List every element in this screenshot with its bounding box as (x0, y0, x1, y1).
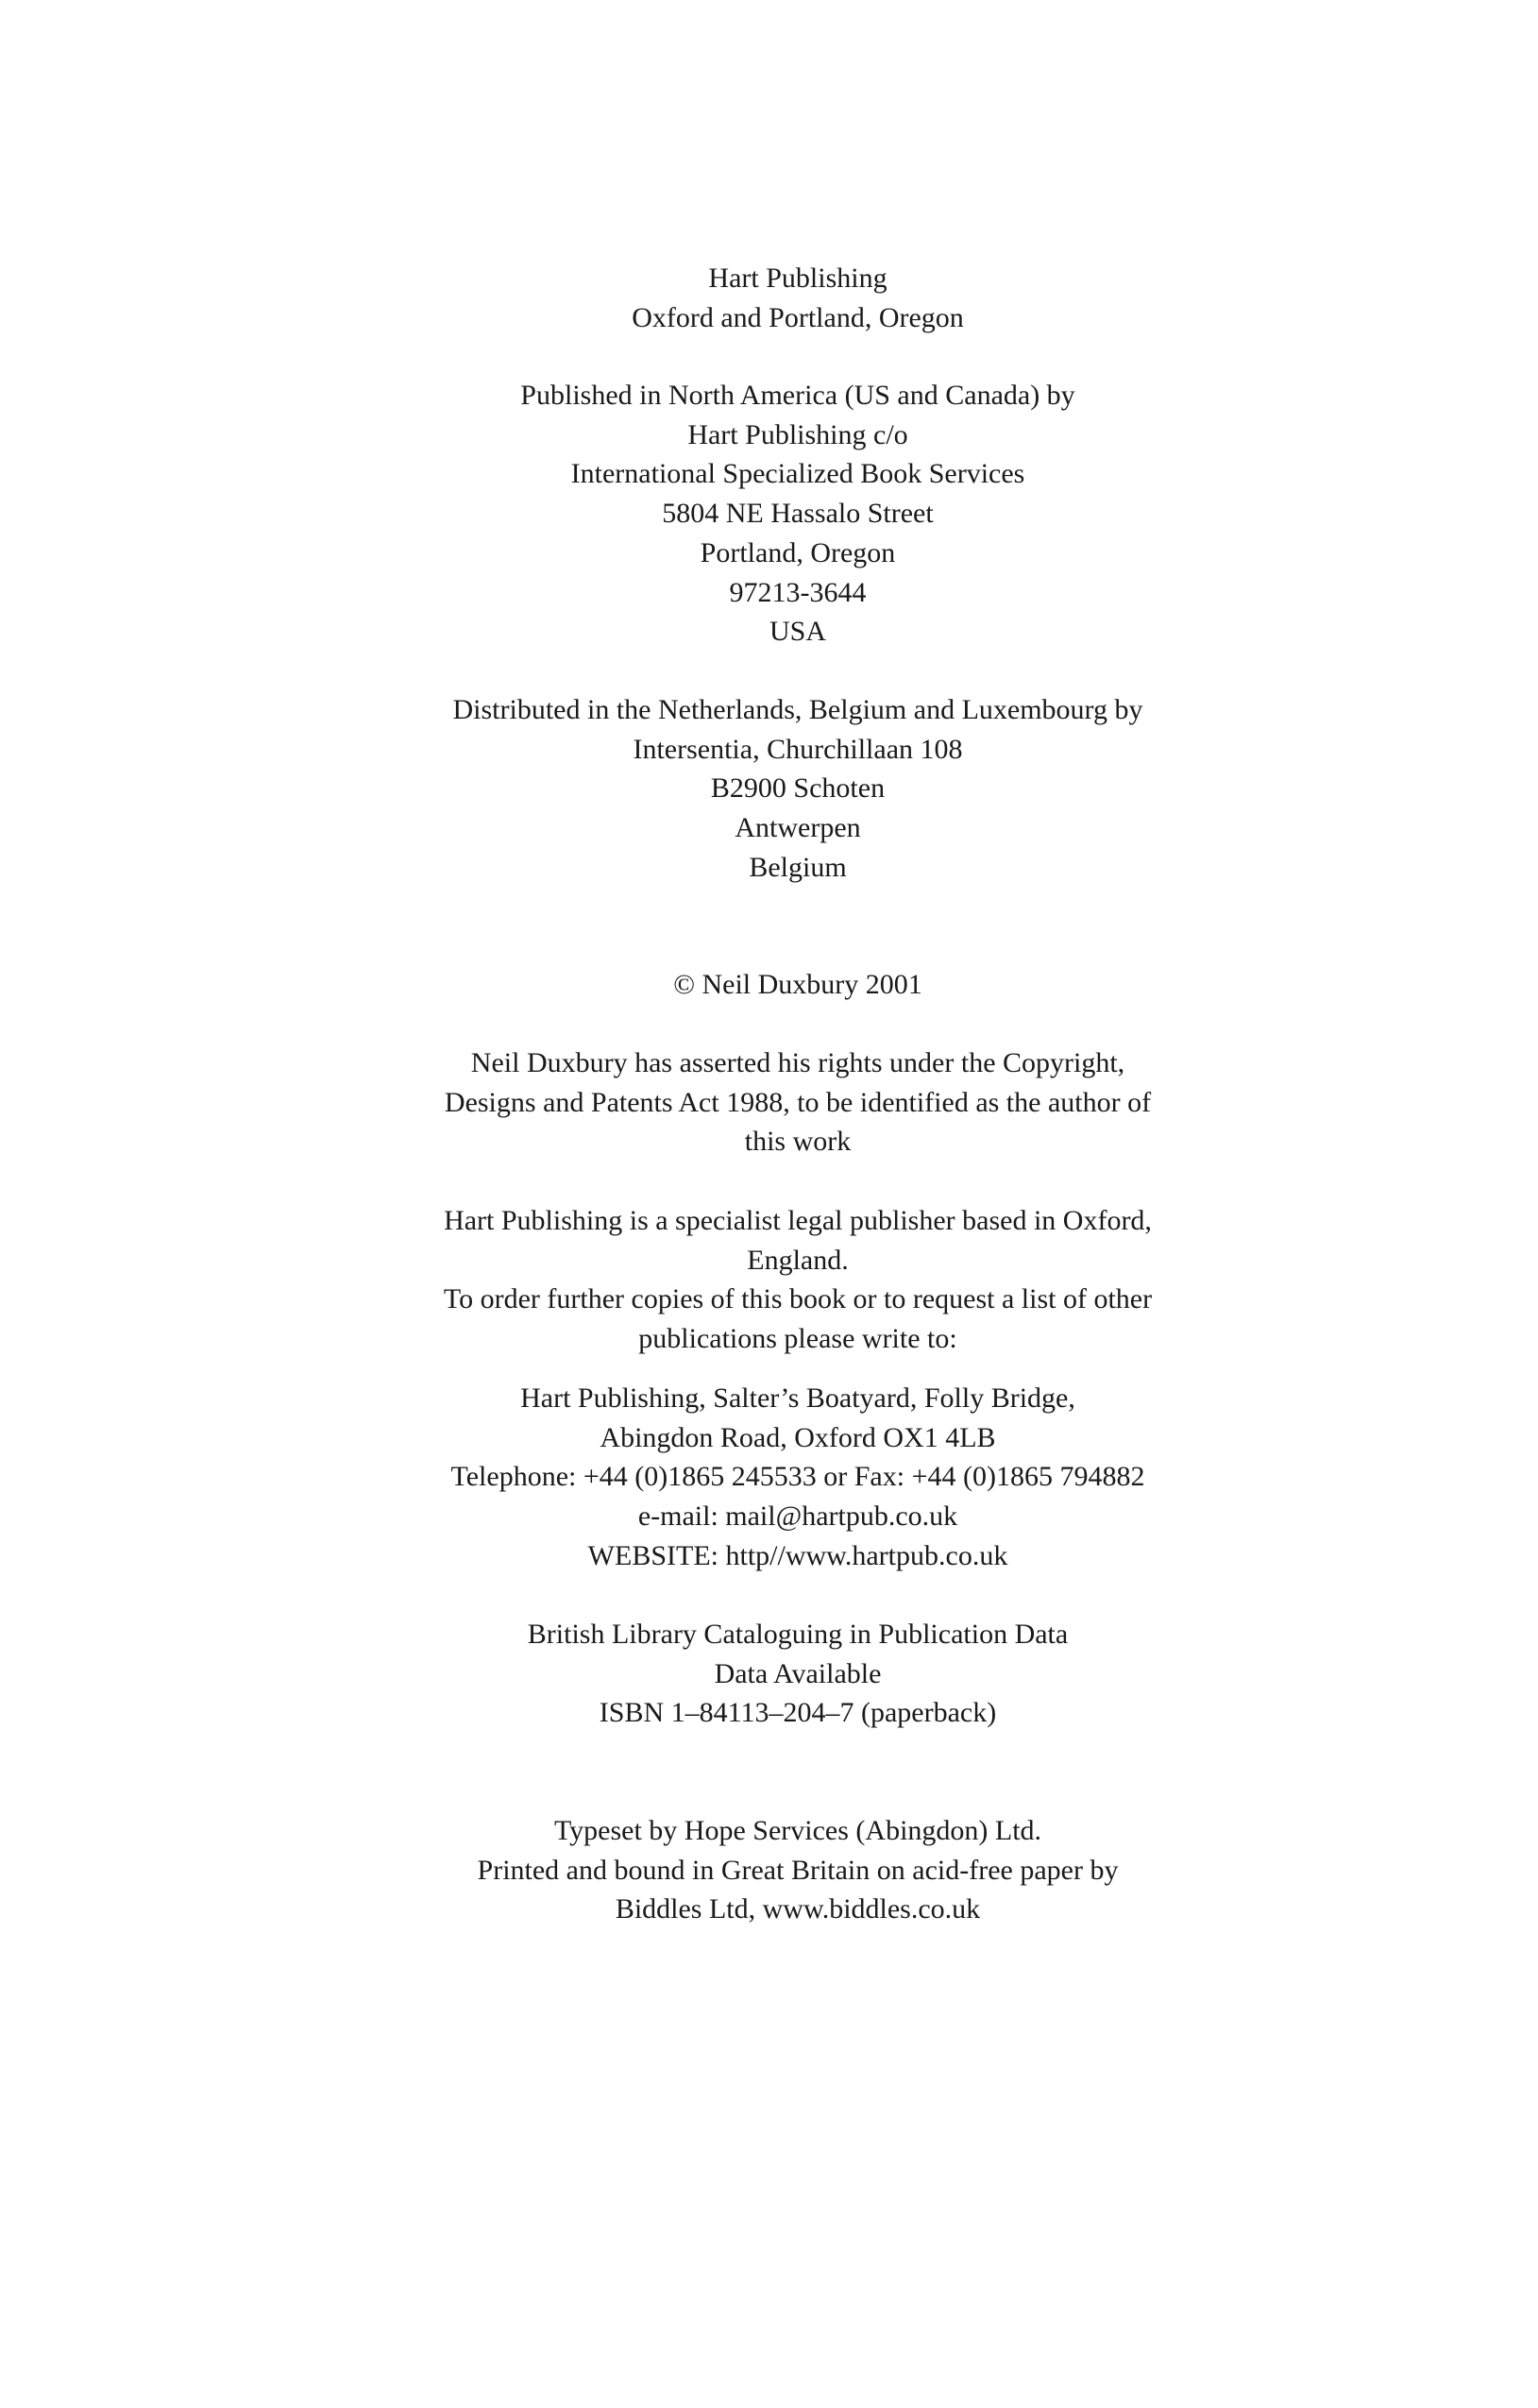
benelux-distribution-block (0, 690, 1538, 888)
copyright-notice: © Neil Duxbury 2001 (673, 969, 922, 1000)
text-line: WEBSITE: http//www.hartpub.co.uk (587, 1539, 1008, 1571)
rights-block (0, 1043, 1538, 1162)
text-line: Data Available (714, 1657, 882, 1689)
text-line: Printed and bound in Great Britain on acid-free paper by (477, 1854, 1119, 1886)
cataloguing-block (0, 1615, 1538, 1733)
about-publisher-block (0, 1201, 1538, 1359)
contact-block (0, 1379, 1538, 1576)
publisher-name: Hart Publishing (708, 263, 887, 294)
text-line: USA (769, 616, 826, 648)
text-line: Intersentia, Churchillaan 108 (633, 733, 963, 765)
text-line: Distributed in the Netherlands, Belgium and Luxembourg by (452, 694, 1143, 725)
text-line: Neil Duxbury has asserted his rights under the Copyright, (470, 1047, 1125, 1078)
text-line: Hart Publishing, Salter’s Boatyard, Folly Bridge, (520, 1382, 1075, 1414)
text-line: International Specialized Book Services (570, 458, 1025, 490)
printing-block (0, 1811, 1538, 1929)
copyright-block (0, 965, 1538, 1005)
text-line: this work (744, 1126, 852, 1158)
text-line: publications please write to: (638, 1323, 957, 1355)
text-line: Typeset by Hope Services (Abingdon) Ltd. (553, 1815, 1042, 1846)
text-line: e-mail: mail@hartpub.co.uk (637, 1501, 958, 1533)
text-line: Belgium (749, 851, 847, 883)
text-line: Portland, Oregon (700, 536, 896, 568)
text-line: ISBN 1–84113–204–7 (paperback) (599, 1697, 997, 1729)
north-america-block (0, 376, 1538, 652)
text-line: England. (747, 1244, 849, 1276)
text-line: B2900 Schoten (710, 772, 886, 805)
publisher-location: Oxford and Portland, Oregon (632, 301, 964, 333)
text-line: Telephone: +44 (0)1865 245533 or Fax: +44 (0)1865 794882 (450, 1461, 1145, 1493)
text-line: Hart Publishing is a specialist legal publisher based in Oxford, (444, 1205, 1152, 1236)
text-line: Biddles Ltd, www.biddles.co.uk (615, 1893, 981, 1925)
publisher-block (0, 259, 1538, 337)
text-line: Abingdon Road, Oxford OX1 4LB (600, 1421, 996, 1453)
text-line: 5804 NE Hassalo Street (662, 498, 934, 530)
text-line: To order further copies of this book or to request a list of other (443, 1283, 1153, 1315)
text-line: Designs and Patents Act 1988, to be identified as the author of (444, 1086, 1152, 1118)
text-line: 97213-3644 (729, 576, 867, 608)
text-line: British Library Cataloguing in Publication Data (527, 1619, 1069, 1650)
text-line: Hart Publishing c/o (687, 418, 908, 450)
text-line: Antwerpen (735, 812, 861, 844)
text-line: Published in North America (US and Canada) by (520, 380, 1075, 411)
